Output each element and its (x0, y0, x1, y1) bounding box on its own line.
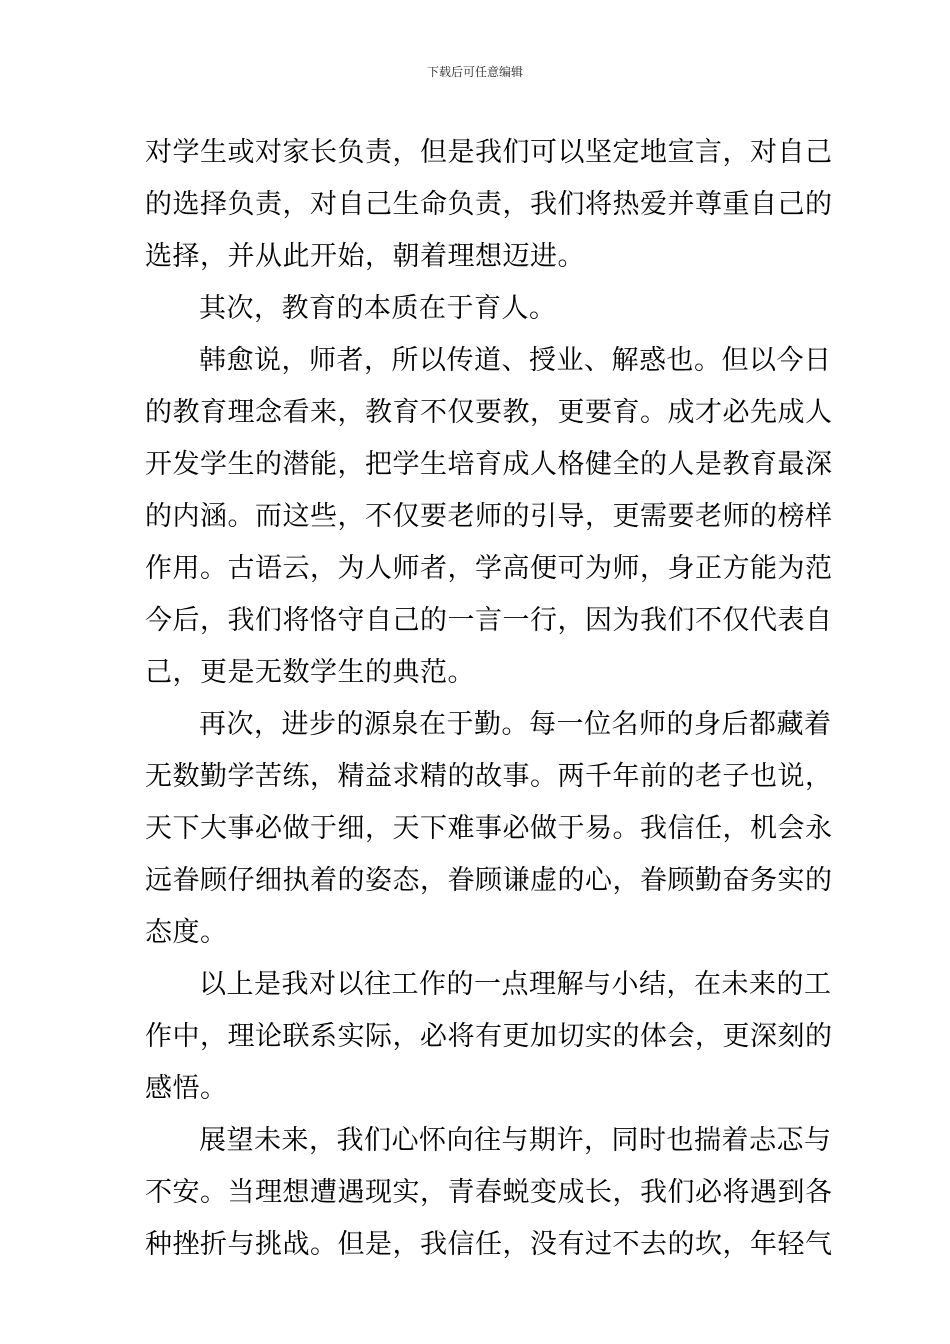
text-line: 态度。 (145, 917, 228, 948)
text-line: 开发学生的潜能，把学生培育成人格健全的人是教育最深 (145, 449, 833, 480)
text-line: 远眷顾仔细执着的姿态，眷顾谦虚的心，眷顾勤奋务实的 (145, 865, 833, 896)
text-line: 作中，理论联系实际，必将有更加切实的体会，更深刻的 (145, 1021, 833, 1052)
document-body (145, 127, 833, 1271)
text-line: 选择，并从此开始，朝着理想迈进。 (145, 241, 585, 272)
text-line: 己，更是无数学生的典范。 (145, 657, 475, 688)
text-line: 的教育理念看来，教育不仅要教，更要育。成才必先成人 (145, 397, 833, 428)
text-line: 今后，我们将恪守自己的一言一行，因为我们不仅代表自 (145, 605, 833, 636)
text-line: 对学生或对家长负责，但是我们可以坚定地宣言，对自己 (145, 137, 833, 168)
text-line: 天下大事必做于细，天下难事必做于易。我信任，机会永 (145, 813, 833, 844)
text-line: 作用。古语云，为人师者，学高便可为师，身正方能为范 (145, 553, 833, 584)
paragraph-start-line: 以上是我对以往工作的一点理解与小结，在未来的工 (199, 969, 832, 1000)
paragraph-start-line: 其次，教育的本质在于育人。 (199, 293, 557, 324)
paragraph-start-line: 再次，进步的源泉在于勤。每一位名师的身后都藏着 (199, 709, 832, 740)
page-header: 下载后可任意编辑 (426, 65, 523, 79)
text-line: 感悟。 (145, 1073, 228, 1104)
text-line: 无数勤学苦练，精益求精的故事。两千年前的老子也说， (145, 761, 833, 792)
text-line: 的内涵。而这些，不仅要老师的引导，更需要老师的榜样 (145, 501, 833, 532)
text-line: 种挫折与挑战。但是，我信任，没有过不去的坎，年轻气 (145, 1229, 833, 1260)
text-line: 不安。当理想遭遇现实，青春蜕变成长，我们必将遇到各 (145, 1177, 833, 1208)
paragraph-start-line: 展望未来，我们心怀向往与期许，同时也揣着忐忑与 (199, 1125, 832, 1156)
paragraph-start-line: 韩愈说，师者，所以传道、授业、解惑也。但以今日 (199, 345, 832, 376)
text-line: 的选择负责，对自己生命负责，我们将热爱并尊重自己的 (145, 189, 833, 220)
